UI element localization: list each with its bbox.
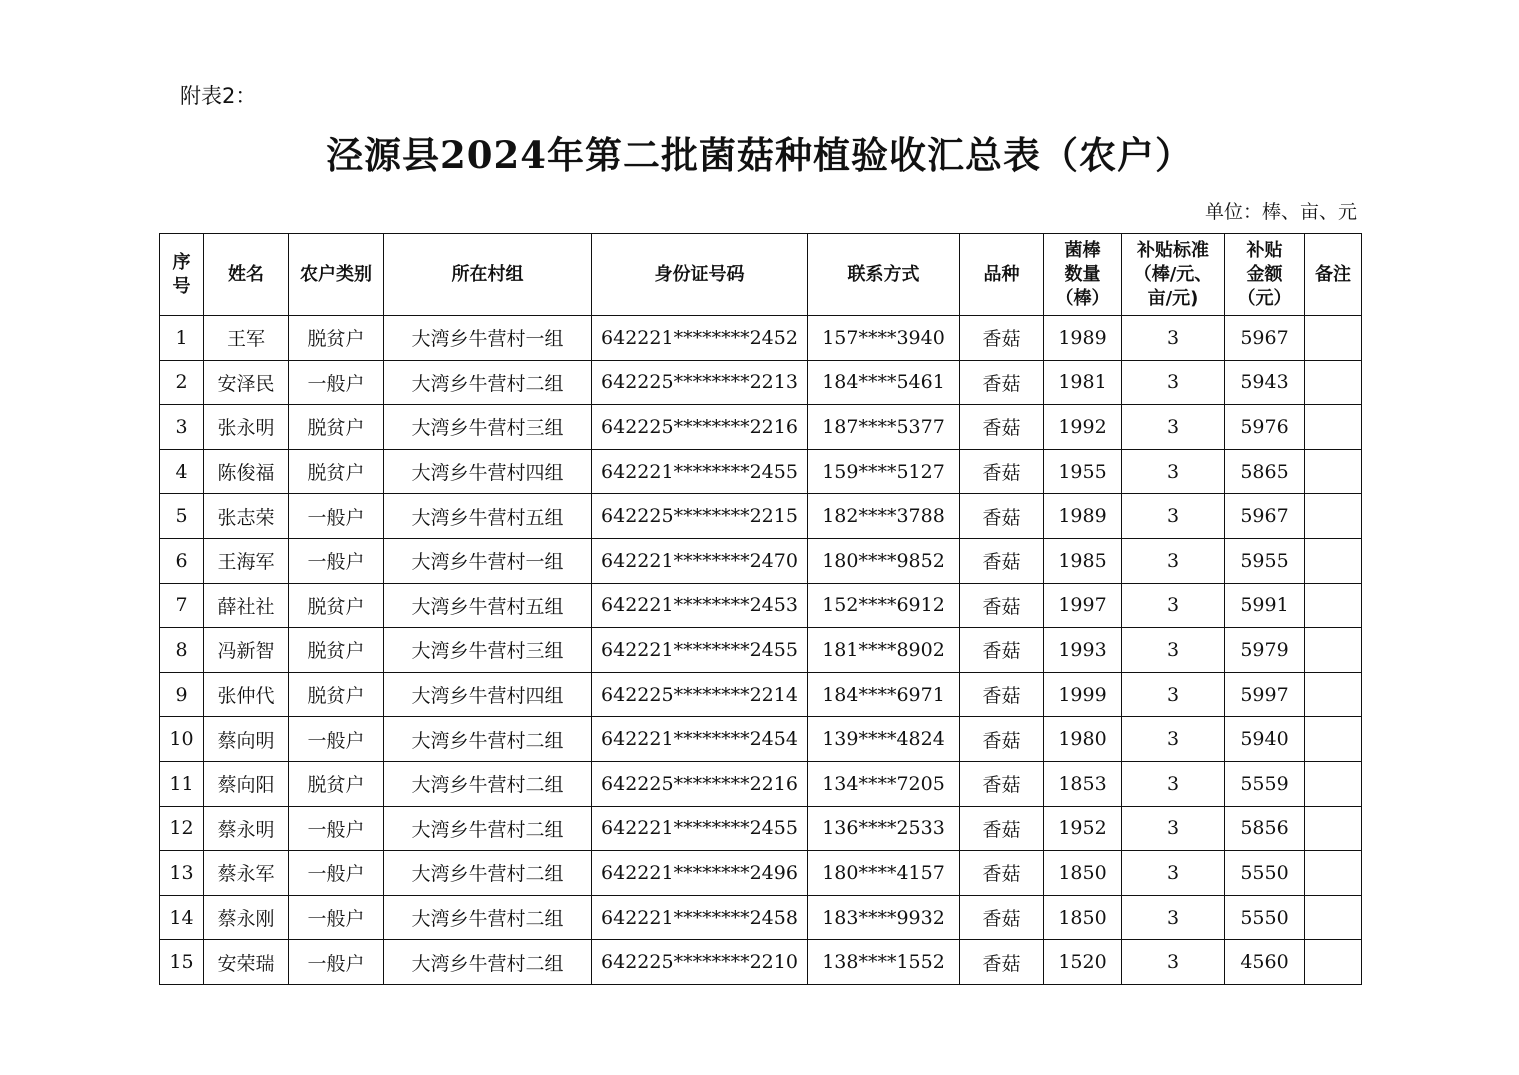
cell-standard: 3 [1122, 940, 1225, 985]
cell-name: 王军 [204, 316, 289, 361]
cell-count: 1955 [1044, 449, 1122, 494]
header-amount [1225, 234, 1305, 316]
cell-standard: 3 [1122, 360, 1225, 405]
unit-label: 单位：棒、亩、元 [1204, 201, 1357, 223]
table-row [160, 449, 1362, 494]
cell-count: 1520 [1044, 940, 1122, 985]
table-row [160, 851, 1362, 896]
cell-name: 王海军 [204, 538, 289, 583]
table-row [160, 316, 1362, 361]
cell-note [1305, 761, 1362, 806]
cell-id: 642221********2470 [592, 538, 808, 583]
cell-no: 4 [160, 449, 204, 494]
cell-no: 15 [160, 940, 204, 985]
cell-amount: 5940 [1225, 717, 1305, 762]
cell-variety: 香菇 [960, 851, 1044, 896]
table-row [160, 583, 1362, 628]
cell-phone: 187****5377 [808, 405, 960, 450]
header-type [289, 234, 384, 316]
cell-standard: 3 [1122, 494, 1225, 539]
header-text-line: 备注 [1315, 263, 1351, 285]
cell-id: 642221********2455 [592, 806, 808, 851]
cell-standard: 3 [1122, 449, 1225, 494]
cell-standard: 3 [1122, 672, 1225, 717]
cell-id: 642221********2496 [592, 851, 808, 896]
cell-standard: 3 [1122, 628, 1225, 673]
cell-id: 642225********2215 [592, 494, 808, 539]
cell-note [1305, 717, 1362, 762]
cell-id: 642225********2216 [592, 761, 808, 806]
cell-count: 1952 [1044, 806, 1122, 851]
cell-note [1305, 895, 1362, 940]
cell-variety: 香菇 [960, 940, 1044, 985]
cell-village: 大湾乡牛营村三组 [384, 405, 592, 450]
cell-note [1305, 672, 1362, 717]
cell-name: 安荣瑞 [204, 940, 289, 985]
header-text-line: 数量 [1064, 263, 1101, 285]
cell-variety: 香菇 [960, 360, 1044, 405]
cell-village: 大湾乡牛营村二组 [384, 360, 592, 405]
cell-amount: 5967 [1225, 316, 1305, 361]
header-standard [1122, 234, 1225, 316]
header-text-line: 亩/元) [1147, 287, 1199, 309]
cell-variety: 香菇 [960, 672, 1044, 717]
cell-no: 2 [160, 360, 204, 405]
cell-village: 大湾乡牛营村一组 [384, 316, 592, 361]
cell-phone: 180****4157 [808, 851, 960, 896]
summary-table [159, 233, 1362, 985]
cell-count: 1993 [1044, 628, 1122, 673]
cell-variety: 香菇 [960, 538, 1044, 583]
cell-phone: 181****8902 [808, 628, 960, 673]
cell-village: 大湾乡牛营村二组 [384, 761, 592, 806]
cell-standard: 3 [1122, 717, 1225, 762]
cell-name: 冯新智 [204, 628, 289, 673]
cell-type: 脱贫户 [289, 672, 384, 717]
cell-note [1305, 405, 1362, 450]
cell-type: 脱贫户 [289, 316, 384, 361]
attachment-label: 附表2： [180, 84, 257, 108]
cell-variety: 香菇 [960, 895, 1044, 940]
cell-standard: 3 [1122, 405, 1225, 450]
cell-village: 大湾乡牛营村五组 [384, 583, 592, 628]
cell-note [1305, 494, 1362, 539]
cell-id: 642225********2210 [592, 940, 808, 985]
cell-no: 7 [160, 583, 204, 628]
cell-amount: 5976 [1225, 405, 1305, 450]
cell-no: 1 [160, 316, 204, 361]
cell-no: 14 [160, 895, 204, 940]
table-row [160, 405, 1362, 450]
cell-type: 脱贫户 [289, 628, 384, 673]
cell-standard: 3 [1122, 895, 1225, 940]
cell-id: 642225********2216 [592, 405, 808, 450]
header-text-line: 品种 [983, 263, 1020, 285]
cell-phone: 134****7205 [808, 761, 960, 806]
cell-phone: 152****6912 [808, 583, 960, 628]
cell-amount: 5997 [1225, 672, 1305, 717]
table-row [160, 806, 1362, 851]
cell-village: 大湾乡牛营村二组 [384, 895, 592, 940]
cell-amount: 5550 [1225, 851, 1305, 896]
header-id [592, 234, 808, 316]
cell-count: 1992 [1044, 405, 1122, 450]
table-row [160, 940, 1362, 985]
cell-name: 张永明 [204, 405, 289, 450]
header-text-line: 补贴标准 [1137, 239, 1209, 261]
cell-phone: 139****4824 [808, 717, 960, 762]
cell-amount: 5979 [1225, 628, 1305, 673]
cell-phone: 159****5127 [808, 449, 960, 494]
cell-type: 一般户 [289, 717, 384, 762]
table-body [160, 316, 1362, 985]
cell-village: 大湾乡牛营村四组 [384, 672, 592, 717]
header-text-line: 姓名 [228, 263, 264, 285]
header-text-line: 菌棒 [1064, 239, 1101, 261]
header-village [384, 234, 592, 316]
cell-variety: 香菇 [960, 806, 1044, 851]
cell-type: 脱贫户 [289, 405, 384, 450]
header-phone [808, 234, 960, 316]
cell-name: 蔡永明 [204, 806, 289, 851]
cell-name: 薛社社 [204, 583, 289, 628]
cell-count: 1981 [1044, 360, 1122, 405]
cell-id: 642225********2214 [592, 672, 808, 717]
cell-type: 一般户 [289, 895, 384, 940]
cell-type: 一般户 [289, 360, 384, 405]
cell-variety: 香菇 [960, 494, 1044, 539]
cell-amount: 5865 [1225, 449, 1305, 494]
cell-count: 1989 [1044, 316, 1122, 361]
cell-phone: 184****5461 [808, 360, 960, 405]
cell-no: 10 [160, 717, 204, 762]
table-row [160, 360, 1362, 405]
cell-note [1305, 851, 1362, 896]
cell-variety: 香菇 [960, 449, 1044, 494]
cell-note [1305, 360, 1362, 405]
cell-variety: 香菇 [960, 628, 1044, 673]
cell-village: 大湾乡牛营村二组 [384, 851, 592, 896]
cell-standard: 3 [1122, 316, 1225, 361]
cell-id: 642221********2452 [592, 316, 808, 361]
cell-type: 脱贫户 [289, 761, 384, 806]
cell-note [1305, 940, 1362, 985]
cell-count: 1850 [1044, 851, 1122, 896]
cell-variety: 香菇 [960, 316, 1044, 361]
cell-type: 一般户 [289, 806, 384, 851]
cell-variety: 香菇 [960, 583, 1044, 628]
cell-no: 5 [160, 494, 204, 539]
cell-type: 一般户 [289, 940, 384, 985]
cell-type: 一般户 [289, 494, 384, 539]
header-text-line: 补贴 [1246, 239, 1283, 261]
table-row [160, 761, 1362, 806]
cell-type: 脱贫户 [289, 449, 384, 494]
cell-phone: 183****9932 [808, 895, 960, 940]
cell-no: 8 [160, 628, 204, 673]
cell-count: 1985 [1044, 538, 1122, 583]
header-note [1305, 234, 1362, 316]
cell-type: 一般户 [289, 538, 384, 583]
cell-no: 13 [160, 851, 204, 896]
cell-village: 大湾乡牛营村二组 [384, 806, 592, 851]
header-variety [960, 234, 1044, 316]
cell-village: 大湾乡牛营村二组 [384, 940, 592, 985]
cell-phone: 182****3788 [808, 494, 960, 539]
cell-name: 蔡永军 [204, 851, 289, 896]
cell-phone: 136****2533 [808, 806, 960, 851]
table-row [160, 628, 1362, 673]
cell-name: 蔡向明 [204, 717, 289, 762]
cell-note [1305, 583, 1362, 628]
cell-no: 6 [160, 538, 204, 583]
cell-name: 蔡向阳 [204, 761, 289, 806]
header-text-line: 号 [172, 275, 191, 297]
cell-type: 脱贫户 [289, 583, 384, 628]
cell-variety: 香菇 [960, 717, 1044, 762]
header-text-line: 金额 [1246, 263, 1283, 285]
table-row [160, 494, 1362, 539]
cell-standard: 3 [1122, 761, 1225, 806]
cell-count: 1850 [1044, 895, 1122, 940]
cell-note [1305, 628, 1362, 673]
table-row [160, 672, 1362, 717]
cell-amount: 5955 [1225, 538, 1305, 583]
cell-name: 张仲代 [204, 672, 289, 717]
header-text-line: （元） [1237, 287, 1292, 309]
cell-count: 1853 [1044, 761, 1122, 806]
cell-id: 642221********2458 [592, 895, 808, 940]
cell-amount: 5550 [1225, 895, 1305, 940]
header-text-line: 身份证号码 [654, 263, 745, 285]
cell-phone: 184****6971 [808, 672, 960, 717]
header-text-line: 农户类别 [300, 263, 372, 285]
cell-note [1305, 449, 1362, 494]
cell-no: 11 [160, 761, 204, 806]
cell-standard: 3 [1122, 806, 1225, 851]
header-text-line: （棒） [1055, 287, 1110, 309]
cell-phone: 138****1552 [808, 940, 960, 985]
cell-variety: 香菇 [960, 761, 1044, 806]
cell-count: 1980 [1044, 717, 1122, 762]
table-row [160, 895, 1362, 940]
cell-type: 一般户 [289, 851, 384, 896]
cell-standard: 3 [1122, 538, 1225, 583]
cell-id: 642225********2213 [592, 360, 808, 405]
cell-no: 12 [160, 806, 204, 851]
document-title: 泾源县2024年第二批菌菇种植验收汇总表（农户） [326, 133, 1193, 177]
cell-amount: 5559 [1225, 761, 1305, 806]
cell-village: 大湾乡牛营村三组 [384, 628, 592, 673]
cell-village: 大湾乡牛营村四组 [384, 449, 592, 494]
header-text-line: 联系方式 [847, 263, 920, 285]
cell-note [1305, 806, 1362, 851]
cell-amount: 5991 [1225, 583, 1305, 628]
cell-no: 3 [160, 405, 204, 450]
table-row [160, 717, 1362, 762]
cell-phone: 180****9852 [808, 538, 960, 583]
header-count [1044, 234, 1122, 316]
cell-standard: 3 [1122, 583, 1225, 628]
cell-village: 大湾乡牛营村一组 [384, 538, 592, 583]
cell-id: 642221********2455 [592, 628, 808, 673]
header-text-line: 序 [172, 251, 191, 273]
header-name [204, 234, 289, 316]
cell-name: 陈俊福 [204, 449, 289, 494]
cell-name: 张志荣 [204, 494, 289, 539]
cell-id: 642221********2454 [592, 717, 808, 762]
cell-village: 大湾乡牛营村二组 [384, 717, 592, 762]
cell-amount: 5967 [1225, 494, 1305, 539]
cell-note [1305, 316, 1362, 361]
cell-amount: 5943 [1225, 360, 1305, 405]
cell-phone: 157****3940 [808, 316, 960, 361]
cell-amount: 4560 [1225, 940, 1305, 985]
cell-count: 1989 [1044, 494, 1122, 539]
cell-note [1305, 538, 1362, 583]
cell-standard: 3 [1122, 851, 1225, 896]
header-no [160, 234, 204, 316]
cell-name: 蔡永刚 [204, 895, 289, 940]
header-text-line: （棒/元、 [1133, 263, 1213, 285]
cell-variety: 香菇 [960, 405, 1044, 450]
cell-no: 9 [160, 672, 204, 717]
cell-name: 安泽民 [204, 360, 289, 405]
table-header-row [160, 234, 1362, 316]
cell-village: 大湾乡牛营村五组 [384, 494, 592, 539]
cell-count: 1997 [1044, 583, 1122, 628]
cell-id: 642221********2453 [592, 583, 808, 628]
table-row [160, 538, 1362, 583]
cell-id: 642221********2455 [592, 449, 808, 494]
header-text-line: 所在村组 [451, 263, 524, 285]
cell-count: 1999 [1044, 672, 1122, 717]
cell-amount: 5856 [1225, 806, 1305, 851]
